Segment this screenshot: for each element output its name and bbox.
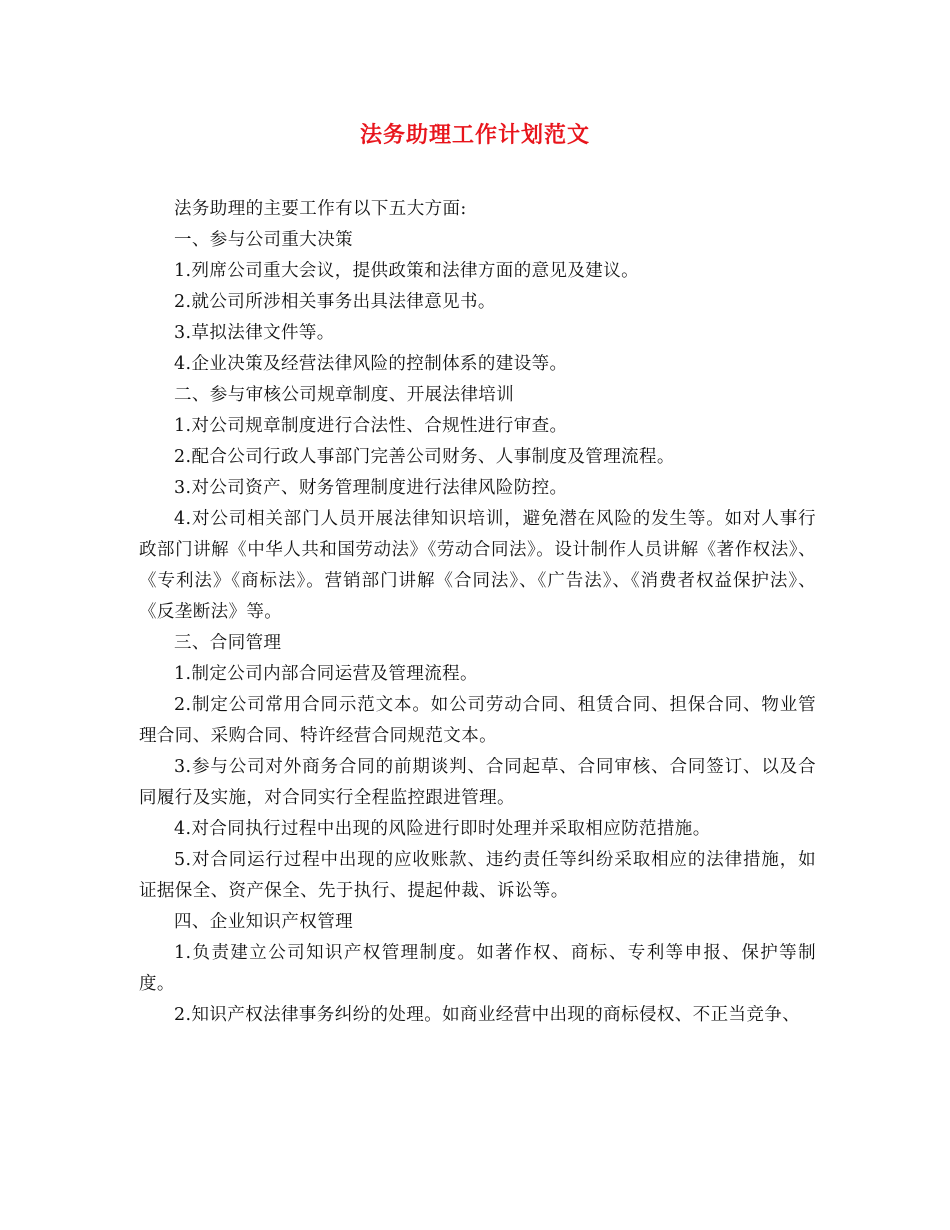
list-item: 2.制定公司常用合同示范文本。如公司劳动合同、租赁合同、担保合同、物业管理合同、采购合同、特许经营合同规范文本。	[139, 695, 816, 746]
section-heading-4: 四、企业知识产权管理	[174, 912, 353, 932]
list-item: 2.就公司所涉相关事务出具法律意见书。	[174, 292, 496, 312]
list-item: 3.对公司资产、财务管理制度进行法律风险防控。	[174, 478, 568, 498]
section-heading-3: 三、合同管理	[174, 633, 282, 653]
paragraph-intro: 法务助理的主要工作有以下五大方面:	[174, 199, 467, 219]
list-item: 1.负责建立公司知识产权管理制度。如著作权、商标、专利等申报、保护等制度。	[139, 943, 816, 994]
list-item: 4.对公司相关部门人员开展法律知识培训，避免潜在风险的发生等。如对人事行政部门讲解《中华人共和国劳动法》《劳动合同法》。设计制作人员讲解《著作权法》、《专利法》《商标法》。营销部门讲解《合同法》、《广告法》、《消费者权益保护法》、《反垄断法》等。	[139, 509, 816, 622]
document-title: 法务助理工作计划范文	[359, 122, 590, 148]
list-item: 1.制定公司内部合同运营及管理流程。	[174, 664, 478, 684]
list-item: 3.参与公司对外商务合同的前期谈判、合同起草、合同审核、合同签订、以及合同履行及实施，对合同实行全程监控跟进管理。	[139, 757, 816, 808]
list-item: 3.草拟法律文件等。	[174, 323, 335, 343]
section-heading-2: 二、参与审核公司规章制度、开展法律培训	[174, 385, 515, 405]
list-item: 2.知识产权法律事务纠纷的处理。如商业经营中出现的商标侵权、不正当竞争、	[174, 1005, 801, 1025]
list-item: 5.对合同运行过程中出现的应收账款、违约责任等纠纷采取相应的法律措施，如证据保全、资产保全、先于执行、提起仲裁、诉讼等。	[139, 850, 816, 901]
list-item: 1.列席公司重大会议，提供政策和法律方面的意见及建议。	[174, 261, 639, 281]
list-item: 4.企业决策及经营法律风险的控制体系的建设等。	[174, 354, 568, 374]
list-item: 2.配合公司行政人事部门完善公司财务、人事制度及管理流程。	[174, 447, 675, 467]
section-heading-1: 一、参与公司重大决策	[174, 230, 353, 250]
list-item: 1.对公司规章制度进行合法性、合规性进行审查。	[174, 416, 568, 436]
list-item: 4.对合同执行过程中出现的风险进行即时处理并采取相应防范措施。	[174, 819, 711, 839]
document-body	[139, 194, 816, 1031]
